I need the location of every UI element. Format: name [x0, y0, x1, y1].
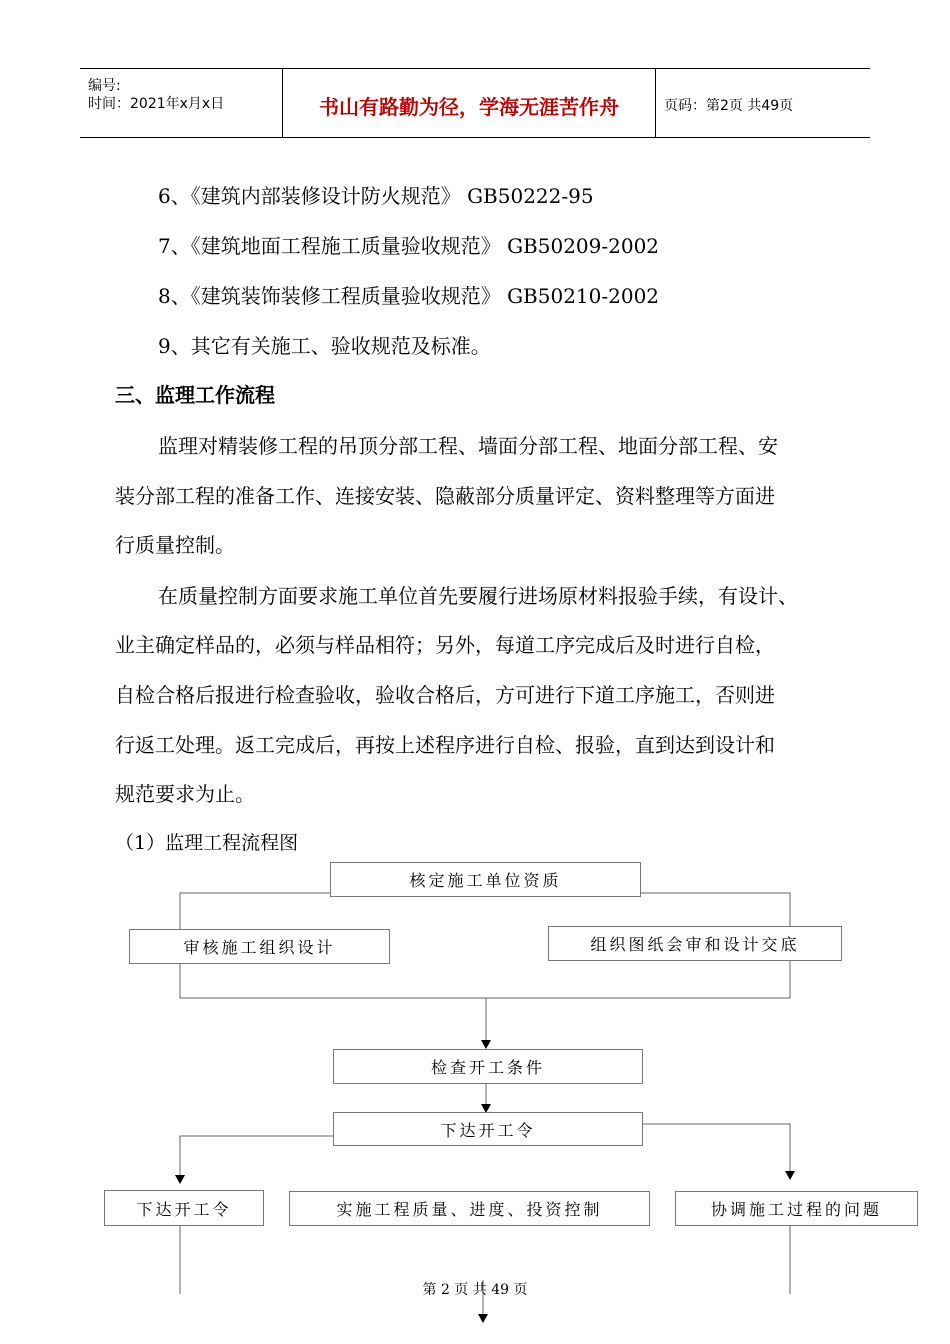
- paragraph-1-line-2: 装分部工程的准备工作、连接安装、隐蔽部分质量评定、资料整理等方面进: [115, 484, 775, 508]
- flow-box-issue-start-order-left: 下达开工令: [104, 1190, 264, 1226]
- arrowhead-center-down: [478, 1314, 488, 1323]
- arrowhead-to-check: [481, 1040, 491, 1049]
- connector-to-coordinate: [643, 1124, 790, 1172]
- flow-box-review-construction-design: 审核施工组织设计: [129, 929, 390, 964]
- paragraph-1-line-3: 行质量控制。: [115, 533, 235, 557]
- header-info-cell: [80, 69, 283, 137]
- paragraph-2-line-2: 业主确定样品的，必须与样品相符；另外，每道工序完成后及时进行自检，: [115, 633, 775, 657]
- paragraph-2-line-5: 规范要求为止。: [115, 782, 255, 806]
- flow-box-check-start-conditions: 检查开工条件: [333, 1049, 643, 1084]
- arrowhead-to-coordinate: [785, 1171, 795, 1180]
- page-footer: 第 2 页 共 49 页: [422, 1282, 528, 1298]
- flow-box-verify-qualification: 核定施工单位资质: [330, 862, 641, 897]
- paragraph-2-line-1: 在质量控制方面要求施工单位首先要履行进场原材料报验手续，有设计、: [158, 584, 798, 608]
- paragraph-2-line-3: 自检合格后报进行检查验收，验收合格后，方可进行下道工序施工，否则进: [115, 683, 775, 707]
- section-heading: 三、监理工作流程: [115, 383, 275, 407]
- page-header: [80, 68, 870, 138]
- header-motto: 书山有路勤为径，学海无涯苦作舟: [319, 95, 619, 119]
- reference-item-6: 6、《建筑内部装修设计防火规范》 GB50222-95: [158, 184, 594, 208]
- arrowhead-to-order-left: [175, 1175, 185, 1184]
- header-page-label: 页码：第2页 共49页: [664, 98, 794, 114]
- paragraph-2-line-4: 行返工处理。返工完成后，再按上述程序进行自检、报验，直到达到设计和: [115, 733, 775, 757]
- header-motto-cell: [283, 69, 656, 137]
- flow-box-issue-start-order-center: 下达开工令: [333, 1112, 643, 1146]
- flow-box-drawing-review: 组织图纸会审和设计交底: [548, 926, 842, 961]
- reference-item-7: 7、《建筑地面工程施工质量验收规范》 GB50209-2002: [158, 234, 660, 258]
- paragraph-1-line-1: 监理对精装修工程的吊顶分部工程、墙面分部工程、地面分部工程、安: [158, 434, 778, 458]
- doc-time-label: 时间：2021年x月x日: [88, 96, 225, 112]
- reference-item-9: 9、其它有关施工、验收规范及标准。: [158, 334, 491, 358]
- connector-to-order-left: [180, 1136, 333, 1178]
- flow-box-quality-progress-cost-control: 实施工程质量、进度、投资控制: [289, 1191, 650, 1226]
- flowchart-heading: （1）监理工程流程图: [115, 832, 299, 854]
- doc-number-label: 编号:: [88, 78, 121, 94]
- flow-box-coordinate-issues: 协调施工过程的问题: [675, 1191, 918, 1226]
- reference-item-8: 8、《建筑装饰装修工程质量验收规范》 GB50210-2002: [158, 284, 660, 308]
- header-page-cell: [656, 69, 870, 137]
